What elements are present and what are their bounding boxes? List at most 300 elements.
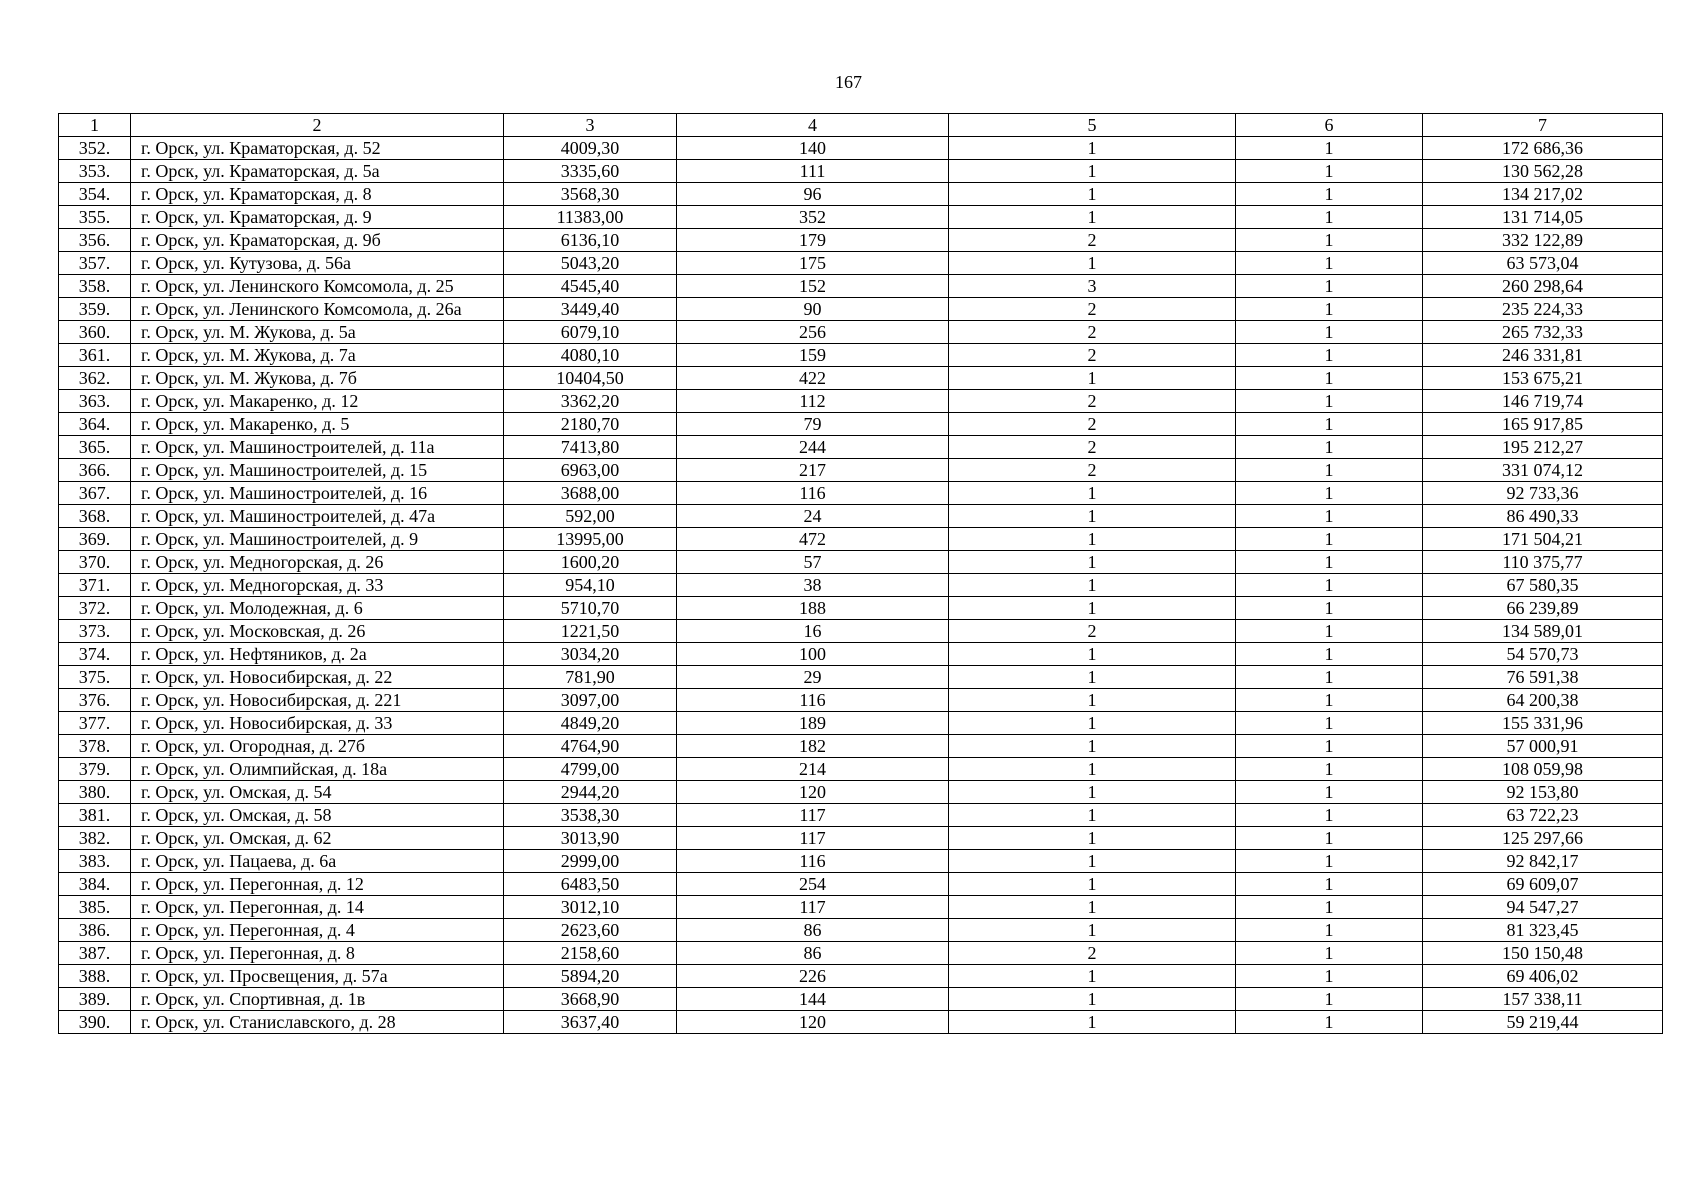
count-cell: 117: [677, 804, 949, 827]
area-cell: 4009,30: [504, 137, 677, 160]
col6-cell: 1: [1236, 1011, 1423, 1034]
col6-cell: 1: [1236, 873, 1423, 896]
row-number-cell: 386.: [59, 919, 131, 942]
count-cell: 120: [677, 781, 949, 804]
address-cell: г. Орск, ул. Молодежная, д. 6: [131, 597, 504, 620]
address-cell: г. Орск, ул. Нефтяников, д. 2а: [131, 643, 504, 666]
row-number-cell: 353.: [59, 160, 131, 183]
col5-cell: 1: [949, 183, 1236, 206]
area-cell: 3012,10: [504, 896, 677, 919]
amount-cell: 63 573,04: [1423, 252, 1663, 275]
count-cell: 256: [677, 321, 949, 344]
count-cell: 472: [677, 528, 949, 551]
row-number-cell: 380.: [59, 781, 131, 804]
row-number-cell: 382.: [59, 827, 131, 850]
col6-cell: 1: [1236, 574, 1423, 597]
row-number-cell: 378.: [59, 735, 131, 758]
col5-cell: 1: [949, 804, 1236, 827]
area-cell: 13995,00: [504, 528, 677, 551]
table-row: [59, 597, 1663, 620]
col5-cell: 2: [949, 413, 1236, 436]
table-row: [59, 528, 1663, 551]
amount-cell: 86 490,33: [1423, 505, 1663, 528]
col6-cell: 1: [1236, 275, 1423, 298]
col6-cell: 1: [1236, 229, 1423, 252]
table-row: [59, 390, 1663, 413]
amount-cell: 195 212,27: [1423, 436, 1663, 459]
row-number-cell: 372.: [59, 597, 131, 620]
area-cell: 3449,40: [504, 298, 677, 321]
col5-cell: 2: [949, 436, 1236, 459]
row-number-cell: 357.: [59, 252, 131, 275]
count-cell: 112: [677, 390, 949, 413]
count-cell: 422: [677, 367, 949, 390]
row-number-cell: 364.: [59, 413, 131, 436]
address-cell: г. Орск, ул. Машиностроителей, д. 47а: [131, 505, 504, 528]
table-row: [59, 758, 1663, 781]
amount-cell: 260 298,64: [1423, 275, 1663, 298]
table-row: [59, 137, 1663, 160]
address-cell: г. Орск, ул. Омская, д. 58: [131, 804, 504, 827]
address-cell: г. Орск, ул. Машиностроителей, д. 16: [131, 482, 504, 505]
col5-cell: 1: [949, 551, 1236, 574]
col5-cell: 1: [949, 206, 1236, 229]
address-cell: г. Орск, ул. Новосибирская, д. 22: [131, 666, 504, 689]
area-cell: 6136,10: [504, 229, 677, 252]
row-number-cell: 362.: [59, 367, 131, 390]
count-cell: 111: [677, 160, 949, 183]
address-cell: г. Орск, ул. Краматорская, д. 5а: [131, 160, 504, 183]
table-row: [59, 183, 1663, 206]
amount-cell: 92 842,17: [1423, 850, 1663, 873]
table-row: [59, 965, 1663, 988]
col6-cell: 1: [1236, 528, 1423, 551]
row-number-cell: 368.: [59, 505, 131, 528]
amount-cell: 246 331,81: [1423, 344, 1663, 367]
area-cell: 7413,80: [504, 436, 677, 459]
col6-cell: 1: [1236, 344, 1423, 367]
area-cell: 3668,90: [504, 988, 677, 1011]
area-cell: 3688,00: [504, 482, 677, 505]
col5-cell: 1: [949, 482, 1236, 505]
row-number-cell: 379.: [59, 758, 131, 781]
table-row: [59, 1011, 1663, 1034]
col6-cell: 1: [1236, 321, 1423, 344]
count-cell: 179: [677, 229, 949, 252]
col5-cell: 1: [949, 643, 1236, 666]
col5-cell: 1: [949, 896, 1236, 919]
col6-cell: 1: [1236, 712, 1423, 735]
address-cell: г. Орск, ул. Перегонная, д. 8: [131, 942, 504, 965]
table-row: [59, 482, 1663, 505]
header-cell-4: 4: [677, 114, 949, 137]
amount-cell: 64 200,38: [1423, 689, 1663, 712]
row-number-cell: 377.: [59, 712, 131, 735]
amount-cell: 67 580,35: [1423, 574, 1663, 597]
col6-cell: 1: [1236, 919, 1423, 942]
amount-cell: 54 570,73: [1423, 643, 1663, 666]
header-cell-1: 1: [59, 114, 131, 137]
row-number-cell: 355.: [59, 206, 131, 229]
address-cell: г. Орск, ул. Омская, д. 54: [131, 781, 504, 804]
count-cell: 140: [677, 137, 949, 160]
col6-cell: 1: [1236, 620, 1423, 643]
area-cell: 4799,00: [504, 758, 677, 781]
row-number-cell: 363.: [59, 390, 131, 413]
count-cell: 29: [677, 666, 949, 689]
area-cell: 1221,50: [504, 620, 677, 643]
address-cell: г. Орск, ул. М. Жукова, д. 7б: [131, 367, 504, 390]
amount-cell: 331 074,12: [1423, 459, 1663, 482]
col6-cell: 1: [1236, 206, 1423, 229]
col5-cell: 1: [949, 712, 1236, 735]
count-cell: 86: [677, 942, 949, 965]
row-number-cell: 366.: [59, 459, 131, 482]
table-row: [59, 160, 1663, 183]
area-cell: 3362,20: [504, 390, 677, 413]
area-cell: 6079,10: [504, 321, 677, 344]
col6-cell: 1: [1236, 413, 1423, 436]
col5-cell: 1: [949, 528, 1236, 551]
area-cell: 592,00: [504, 505, 677, 528]
col6-cell: 1: [1236, 436, 1423, 459]
row-number-cell: 356.: [59, 229, 131, 252]
count-cell: 100: [677, 643, 949, 666]
area-cell: 3034,20: [504, 643, 677, 666]
area-cell: 4080,10: [504, 344, 677, 367]
col5-cell: 2: [949, 298, 1236, 321]
col5-cell: 2: [949, 229, 1236, 252]
amount-cell: 153 675,21: [1423, 367, 1663, 390]
col5-cell: 1: [949, 781, 1236, 804]
count-cell: 79: [677, 413, 949, 436]
row-number-cell: 365.: [59, 436, 131, 459]
address-cell: г. Орск, ул. Перегонная, д. 14: [131, 896, 504, 919]
amount-cell: 59 219,44: [1423, 1011, 1663, 1034]
amount-cell: 155 331,96: [1423, 712, 1663, 735]
address-cell: г. Орск, ул. Машиностроителей, д. 15: [131, 459, 504, 482]
address-cell: г. Орск, ул. Ленинского Комсомола, д. 26а: [131, 298, 504, 321]
amount-cell: 150 150,48: [1423, 942, 1663, 965]
col6-cell: 1: [1236, 160, 1423, 183]
table-row: [59, 850, 1663, 873]
col6-cell: 1: [1236, 298, 1423, 321]
table-row: [59, 459, 1663, 482]
col6-cell: 1: [1236, 551, 1423, 574]
amount-cell: 172 686,36: [1423, 137, 1663, 160]
row-number-cell: 374.: [59, 643, 131, 666]
table-row: [59, 551, 1663, 574]
area-cell: 4764,90: [504, 735, 677, 758]
col5-cell: 1: [949, 160, 1236, 183]
col5-cell: 1: [949, 758, 1236, 781]
count-cell: 159: [677, 344, 949, 367]
address-cell: г. Орск, ул. Макаренко, д. 12: [131, 390, 504, 413]
area-cell: 11383,00: [504, 206, 677, 229]
col6-cell: 1: [1236, 988, 1423, 1011]
row-number-cell: 360.: [59, 321, 131, 344]
row-number-cell: 352.: [59, 137, 131, 160]
address-cell: г. Орск, ул. Перегонная, д. 12: [131, 873, 504, 896]
col6-cell: 1: [1236, 942, 1423, 965]
area-cell: 2158,60: [504, 942, 677, 965]
row-number-cell: 361.: [59, 344, 131, 367]
row-number-cell: 358.: [59, 275, 131, 298]
col5-cell: 1: [949, 873, 1236, 896]
table-row: [59, 505, 1663, 528]
row-number-cell: 354.: [59, 183, 131, 206]
header-cell-5: 5: [949, 114, 1236, 137]
amount-cell: 92 153,80: [1423, 781, 1663, 804]
amount-cell: 81 323,45: [1423, 919, 1663, 942]
address-cell: г. Орск, ул. Машиностроителей, д. 11а: [131, 436, 504, 459]
col5-cell: 1: [949, 689, 1236, 712]
table-row: [59, 666, 1663, 689]
col5-cell: 2: [949, 620, 1236, 643]
table-header-row: [59, 114, 1663, 137]
row-number-cell: 387.: [59, 942, 131, 965]
address-cell: г. Орск, ул. Краматорская, д. 52: [131, 137, 504, 160]
count-cell: 116: [677, 482, 949, 505]
amount-cell: 332 122,89: [1423, 229, 1663, 252]
col6-cell: 1: [1236, 459, 1423, 482]
col5-cell: 2: [949, 321, 1236, 344]
count-cell: 244: [677, 436, 949, 459]
page-number: 167: [835, 72, 862, 92]
area-cell: 10404,50: [504, 367, 677, 390]
table-row: [59, 298, 1663, 321]
col6-cell: 1: [1236, 804, 1423, 827]
col5-cell: 1: [949, 850, 1236, 873]
row-number-cell: 383.: [59, 850, 131, 873]
amount-cell: 235 224,33: [1423, 298, 1663, 321]
table-row: [59, 367, 1663, 390]
area-cell: 6963,00: [504, 459, 677, 482]
header-cell-7: 7: [1423, 114, 1663, 137]
table-row: [59, 712, 1663, 735]
amount-cell: 130 562,28: [1423, 160, 1663, 183]
area-cell: 2999,00: [504, 850, 677, 873]
table-row: [59, 988, 1663, 1011]
amount-cell: 171 504,21: [1423, 528, 1663, 551]
address-cell: г. Орск, ул. Машиностроителей, д. 9: [131, 528, 504, 551]
data-table: [58, 113, 1663, 1034]
area-cell: 2944,20: [504, 781, 677, 804]
area-cell: 6483,50: [504, 873, 677, 896]
address-cell: г. Орск, ул. Просвещения, д. 57а: [131, 965, 504, 988]
amount-cell: 76 591,38: [1423, 666, 1663, 689]
col5-cell: 1: [949, 827, 1236, 850]
amount-cell: 131 714,05: [1423, 206, 1663, 229]
row-number-cell: 359.: [59, 298, 131, 321]
address-cell: г. Орск, ул. Краматорская, д. 8: [131, 183, 504, 206]
count-cell: 217: [677, 459, 949, 482]
count-cell: 182: [677, 735, 949, 758]
count-cell: 117: [677, 896, 949, 919]
table-row: [59, 574, 1663, 597]
address-cell: г. Орск, ул. М. Жукова, д. 7а: [131, 344, 504, 367]
address-cell: г. Орск, ул. Краматорская, д. 9: [131, 206, 504, 229]
col5-cell: 1: [949, 597, 1236, 620]
table-row: [59, 275, 1663, 298]
row-number-cell: 389.: [59, 988, 131, 1011]
col5-cell: 1: [949, 137, 1236, 160]
col6-cell: 1: [1236, 597, 1423, 620]
col6-cell: 1: [1236, 735, 1423, 758]
amount-cell: 134 589,01: [1423, 620, 1663, 643]
col5-cell: 1: [949, 919, 1236, 942]
col5-cell: 1: [949, 252, 1236, 275]
area-cell: 2180,70: [504, 413, 677, 436]
table-row: [59, 436, 1663, 459]
amount-cell: 110 375,77: [1423, 551, 1663, 574]
count-cell: 120: [677, 1011, 949, 1034]
count-cell: 175: [677, 252, 949, 275]
amount-cell: 265 732,33: [1423, 321, 1663, 344]
row-number-cell: 390.: [59, 1011, 131, 1034]
address-cell: г. Орск, ул. Медногорская, д. 26: [131, 551, 504, 574]
address-cell: г. Орск, ул. Новосибирская, д. 33: [131, 712, 504, 735]
col6-cell: 1: [1236, 965, 1423, 988]
amount-cell: 66 239,89: [1423, 597, 1663, 620]
table-row: [59, 689, 1663, 712]
col5-cell: 2: [949, 459, 1236, 482]
table-row: [59, 942, 1663, 965]
col6-cell: 1: [1236, 252, 1423, 275]
col5-cell: 1: [949, 367, 1236, 390]
area-cell: 954,10: [504, 574, 677, 597]
address-cell: г. Орск, ул. Огородная, д. 27б: [131, 735, 504, 758]
table-row: [59, 252, 1663, 275]
address-cell: г. Орск, ул. Ленинского Комсомола, д. 25: [131, 275, 504, 298]
col5-cell: 2: [949, 942, 1236, 965]
amount-cell: 94 547,27: [1423, 896, 1663, 919]
col5-cell: 1: [949, 965, 1236, 988]
row-number-cell: 381.: [59, 804, 131, 827]
row-number-cell: 370.: [59, 551, 131, 574]
area-cell: 2623,60: [504, 919, 677, 942]
count-cell: 254: [677, 873, 949, 896]
amount-cell: 108 059,98: [1423, 758, 1663, 781]
table-row: [59, 919, 1663, 942]
amount-cell: 69 406,02: [1423, 965, 1663, 988]
col5-cell: 1: [949, 505, 1236, 528]
address-cell: г. Орск, ул. Московская, д. 26: [131, 620, 504, 643]
table-row: [59, 781, 1663, 804]
amount-cell: 57 000,91: [1423, 735, 1663, 758]
table-row: [59, 873, 1663, 896]
area-cell: 5710,70: [504, 597, 677, 620]
row-number-cell: 373.: [59, 620, 131, 643]
area-cell: 4849,20: [504, 712, 677, 735]
table-row: [59, 620, 1663, 643]
count-cell: 116: [677, 689, 949, 712]
col6-cell: 1: [1236, 505, 1423, 528]
area-cell: 3637,40: [504, 1011, 677, 1034]
count-cell: 90: [677, 298, 949, 321]
table-row: [59, 735, 1663, 758]
col6-cell: 1: [1236, 758, 1423, 781]
area-cell: 1600,20: [504, 551, 677, 574]
address-cell: г. Орск, ул. Омская, д. 62: [131, 827, 504, 850]
count-cell: 96: [677, 183, 949, 206]
col6-cell: 1: [1236, 666, 1423, 689]
amount-cell: 69 609,07: [1423, 873, 1663, 896]
count-cell: 226: [677, 965, 949, 988]
row-number-cell: 375.: [59, 666, 131, 689]
col6-cell: 1: [1236, 896, 1423, 919]
col6-cell: 1: [1236, 367, 1423, 390]
amount-cell: 157 338,11: [1423, 988, 1663, 1011]
area-cell: 781,90: [504, 666, 677, 689]
amount-cell: 63 722,23: [1423, 804, 1663, 827]
col5-cell: 1: [949, 988, 1236, 1011]
col6-cell: 1: [1236, 781, 1423, 804]
address-cell: г. Орск, ул. Станиславского, д. 28: [131, 1011, 504, 1034]
amount-cell: 146 719,74: [1423, 390, 1663, 413]
address-cell: г. Орск, ул. Кутузова, д. 56а: [131, 252, 504, 275]
area-cell: 4545,40: [504, 275, 677, 298]
row-number-cell: 388.: [59, 965, 131, 988]
col5-cell: 1: [949, 666, 1236, 689]
address-cell: г. Орск, ул. Медногорская, д. 33: [131, 574, 504, 597]
table-row: [59, 229, 1663, 252]
count-cell: 117: [677, 827, 949, 850]
area-cell: 3568,30: [504, 183, 677, 206]
table-row: [59, 643, 1663, 666]
count-cell: 352: [677, 206, 949, 229]
count-cell: 24: [677, 505, 949, 528]
row-number-cell: 385.: [59, 896, 131, 919]
count-cell: 57: [677, 551, 949, 574]
address-cell: г. Орск, ул. Пацаева, д. 6а: [131, 850, 504, 873]
count-cell: 214: [677, 758, 949, 781]
table-row: [59, 206, 1663, 229]
col6-cell: 1: [1236, 183, 1423, 206]
address-cell: г. Орск, ул. Макаренко, д. 5: [131, 413, 504, 436]
area-cell: 5043,20: [504, 252, 677, 275]
row-number-cell: 384.: [59, 873, 131, 896]
table-row: [59, 413, 1663, 436]
col6-cell: 1: [1236, 482, 1423, 505]
table-row: [59, 896, 1663, 919]
address-cell: г. Орск, ул. Олимпийская, д. 18а: [131, 758, 504, 781]
row-number-cell: 371.: [59, 574, 131, 597]
address-cell: г. Орск, ул. Краматорская, д. 9б: [131, 229, 504, 252]
col5-cell: 1: [949, 735, 1236, 758]
table-row: [59, 827, 1663, 850]
col6-cell: 1: [1236, 137, 1423, 160]
table-row: [59, 344, 1663, 367]
count-cell: 116: [677, 850, 949, 873]
amount-cell: 125 297,66: [1423, 827, 1663, 850]
count-cell: 152: [677, 275, 949, 298]
count-cell: 144: [677, 988, 949, 1011]
address-cell: г. Орск, ул. Перегонная, д. 4: [131, 919, 504, 942]
amount-cell: 165 917,85: [1423, 413, 1663, 436]
col6-cell: 1: [1236, 689, 1423, 712]
row-number-cell: 367.: [59, 482, 131, 505]
count-cell: 188: [677, 597, 949, 620]
col6-cell: 1: [1236, 643, 1423, 666]
col5-cell: 1: [949, 1011, 1236, 1034]
header-cell-3: 3: [504, 114, 677, 137]
address-cell: г. Орск, ул. Новосибирская, д. 221: [131, 689, 504, 712]
row-number-cell: 376.: [59, 689, 131, 712]
amount-cell: 92 733,36: [1423, 482, 1663, 505]
col6-cell: 1: [1236, 390, 1423, 413]
col6-cell: 1: [1236, 827, 1423, 850]
